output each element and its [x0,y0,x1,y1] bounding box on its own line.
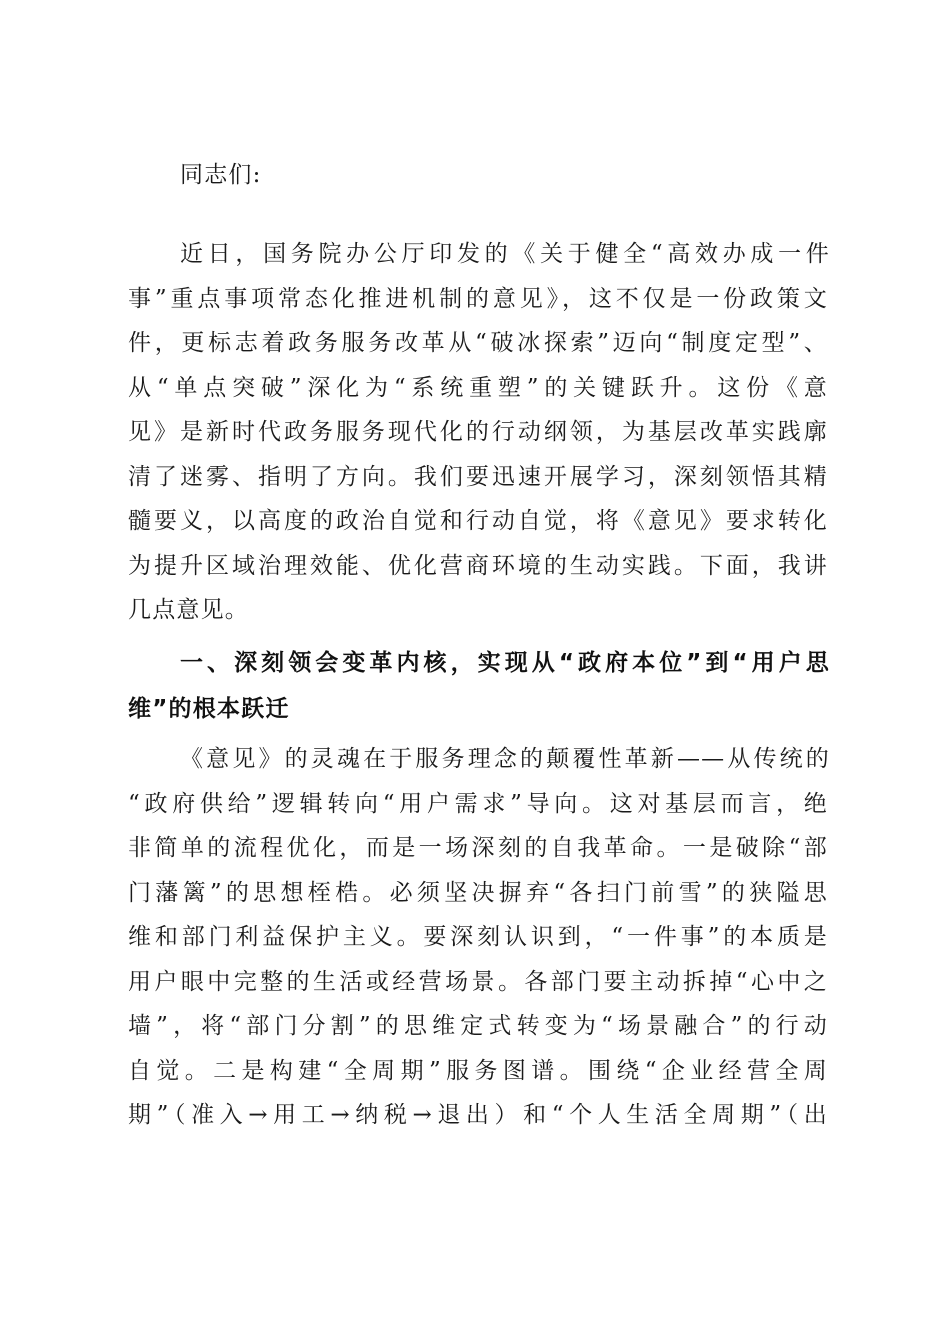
paragraph-2-line: 《意见》的灵魂在于服务理念的颠覆性革新——从传统的 [180,746,830,772]
section-heading: 一、深刻领会变革内核，实现从“政府本位”到“用户思 [180,650,830,676]
paragraph-1-line: 髓要义，以高度的政治自觉和行动自觉，将《意见》要求转化 [128,508,828,534]
paragraph-1-line: 见》是新时代政务服务现代化的行动纲领，为基层改革实践廓 [128,419,828,445]
paragraph-2-line: 期”（准入→用工→纳税→退出）和“个人生活全周期”（出 [128,1102,828,1128]
paragraph-2-line: “政府供给”逻辑转向“用户需求”导向。这对基层而言，绝 [128,791,828,817]
paragraph-2-line: 用户眼中完整的生活或经营场景。各部门要主动拆掉“心中之 [128,969,828,995]
greeting: 同志们: [180,162,262,188]
paragraph-1-line: 清了迷雾、指明了方向。我们要迅速开展学习，深刻领悟其精 [128,464,828,490]
paragraph-1-line: 近日，国务院办公厅印发的《关于健全“高效办成一件 [180,241,830,267]
paragraph-2-line: 维和部门利益保护主义。要深刻认识到，“一件事”的本质是 [128,924,828,950]
paragraph-2-line: 非简单的流程优化，而是一场深刻的自我革命。一是破除“部 [128,835,828,861]
paragraph-1-line: 几点意见。 [128,597,249,623]
paragraph-2-line: 墙”，将“部门分割”的思维定式转变为“场景融合”的行动 [128,1013,828,1039]
section-heading: 维”的根本跃迁 [128,696,290,722]
paragraph-1-line: 从“单点突破”深化为“系统重塑”的关键跃升。这份《意 [128,375,828,401]
paragraph-2-line: 门藩篱”的思想桎梏。必须坚决摒弃“各扫门前雪”的狭隘思 [128,880,828,906]
paragraph-1-line: 事”重点事项常态化推进机制的意见》，这不仅是一份政策文 [128,286,828,312]
paragraph-1-line: 为提升区域治理效能、优化营商环境的生动实践。下面，我讲 [128,553,828,579]
paragraph-1-line: 件，更标志着政务服务改革从“破冰探索”迈向“制度定型”、 [128,330,828,356]
paragraph-2-line: 自觉。二是构建“全周期”服务图谱。围绕“企业经营全周 [128,1058,828,1084]
